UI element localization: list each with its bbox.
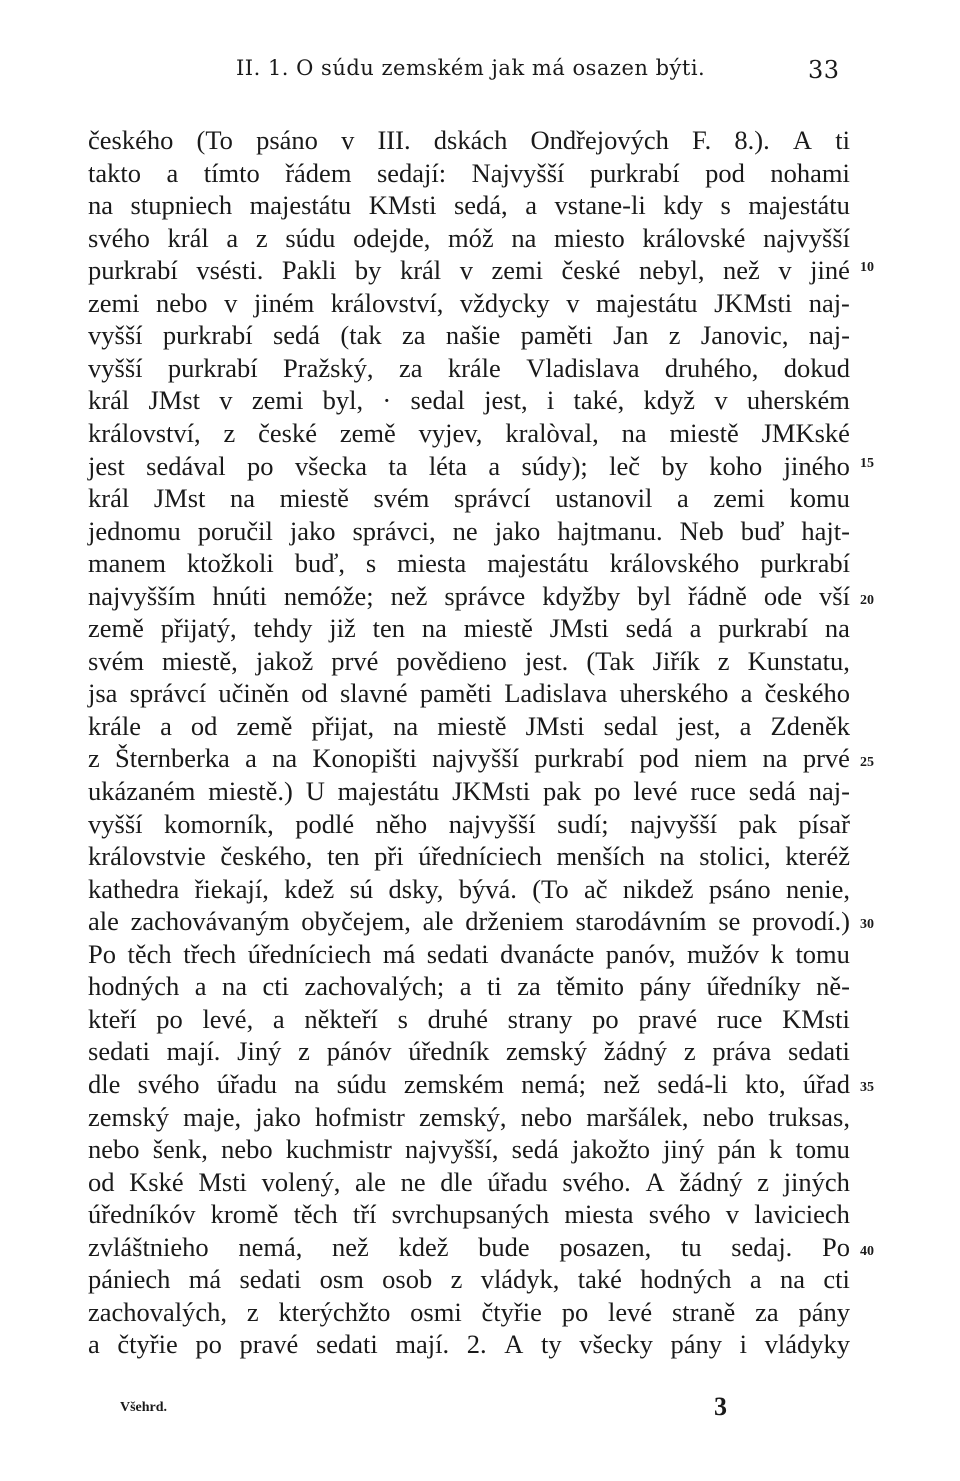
text-line: kathedra řiekají, kdež sú dsky, bývá. (To ač nikdež psáno nenie, <box>88 873 850 904</box>
text-line: ukázaném miestě.) U majestátu JKMsti pak po levé ruce sedá naj- <box>88 776 850 806</box>
running-head: II. 1. O súdu zemském jak má osazen býti. <box>236 56 706 80</box>
line-number: 15 <box>860 456 874 471</box>
text-line: země přijatý, tehdy již ten na miestě JMsti sedá a purkrabí na <box>88 613 850 644</box>
text-line: dle svého úřadu na súdu zemském nemá; než sedá-li kto, úřad <box>88 1068 850 1099</box>
text-line: zachovalých, z kterýchžto osmi čtyřie po levé straně za pány <box>88 1296 850 1327</box>
text-line: pániech má sedati osm osob z vládyk, také hodných a na cti <box>88 1264 850 1295</box>
text-line: od Kské Msti volený, ale ne dle úřadu svého. A žádný z jiných <box>88 1166 850 1197</box>
text-line: krále a od země přijat, na miestě JMsti sedal jest, a Zdeněk <box>88 710 850 741</box>
text-line: takto a tímto řádem sedají: Najvyšší purkrabí pod nohami <box>88 157 850 188</box>
text-line: zemi nebo v jiném království, vždycky v majestátu JKMsti naj- <box>88 287 850 318</box>
text-line: král JMst v zemi byl, · sedal jest, i také, když v uherském <box>88 385 850 416</box>
text-line: na stupniech majestátu KMsti sedá, a vstane-li kdy s majestátu <box>88 190 850 221</box>
text-line: královstvie českého, ten při úředníciech menších na stolici, kteréž <box>88 841 850 872</box>
signature-mark: Všehrd. <box>120 1400 168 1415</box>
text-line: vyšší komorník, podlé něho najvyšší sudí; najvyšší pak písař <box>88 808 850 839</box>
text-line: jest sedával po všecka ta léta a súdy); leč by koho jiného <box>88 450 850 481</box>
text-line: jednomu poručil jako správci, ne jako hajtmanu. Neb buď hajt- <box>88 515 850 546</box>
text-line: vyšší purkrabí Pražský, za krále Vladislava druhého, dokud <box>88 352 850 383</box>
text-line: úředníkóv kromě těch tří svrchupsaných miesta svého v laviciech <box>88 1199 850 1230</box>
text-line: svém miestě, jakož prvé povědieno jest. (Tak Jiřík z Kunstatu, <box>88 645 850 676</box>
text-line: a čtyřie po pravé sedati mají. 2. A ty všecky pány i vládyky <box>88 1329 850 1360</box>
line-number: 40 <box>860 1244 874 1259</box>
text-line: jsa správcí učiněn od slavné paměti Ladislava uherského a českého <box>88 678 850 709</box>
text-line: Po těch třech úředníciech má sedati dvanácte panóv, mužóv k tomu <box>88 938 850 969</box>
text-line: ale zachovávaným obyčejem, ale drženiem starodávním se provodí.) <box>88 906 850 937</box>
text-line: sedati mají. Jiný z pánóv úředník zemský žádný z práva sedati <box>88 1036 850 1067</box>
text-line: vyšší purkrabí sedá (tak za našie paměti Jan z Janovic, naj- <box>88 320 850 351</box>
text-line: svého král a z súdu odejde, móž na miesto královské najvyšší <box>88 222 850 253</box>
text-line: zemský maje, jako hofmistr zemský, nebo maršálek, nebo truksas, <box>88 1101 850 1132</box>
page-number: 33 <box>808 56 840 84</box>
line-number: 30 <box>860 917 874 932</box>
sheet-number: 3 <box>714 1392 727 1421</box>
line-number: 20 <box>860 593 874 608</box>
text-line: najvyšším hnúti nemóže; než správce kdyžby byl řádně ode vší <box>88 580 850 611</box>
text-line: manem ktožkoli buď, s miesta majestátu královského purkrabí <box>88 548 850 579</box>
text-line: nebo šenk, nebo kuchmistr najvyšší, sedá jakožto jiný pán k tomu <box>88 1134 850 1165</box>
text-line: království, z české země vyjev, kralòval, na miestě JMKské <box>88 417 850 448</box>
line-number: 25 <box>860 755 874 770</box>
text-line: hodných a na cti zachovalých; a ti za těmito pány úředníky ně- <box>88 971 850 1002</box>
text-line: král JMst na miestě svém správcí ustanovil a zemi komu <box>88 483 850 514</box>
text-line: zvláštnieho nemá, než kdež bude posazen, tu sedaj. Po <box>88 1231 850 1262</box>
text-line: českého (To psáno v III. dskách Ondřejových F. 8.). A ti <box>88 125 850 155</box>
line-number: 10 <box>860 260 874 275</box>
text-line: kteří po levé, a někteří s druhé strany po pravé ruce KMsti <box>88 1003 850 1034</box>
text-line: z Šternberka a na Konopišti najvyšší purkrabí pod niem na prvé <box>88 743 850 774</box>
line-number: 35 <box>860 1080 874 1095</box>
text-line: purkrabí vsésti. Pakli by král v zemi české nebyl, než v jiné <box>88 255 850 286</box>
